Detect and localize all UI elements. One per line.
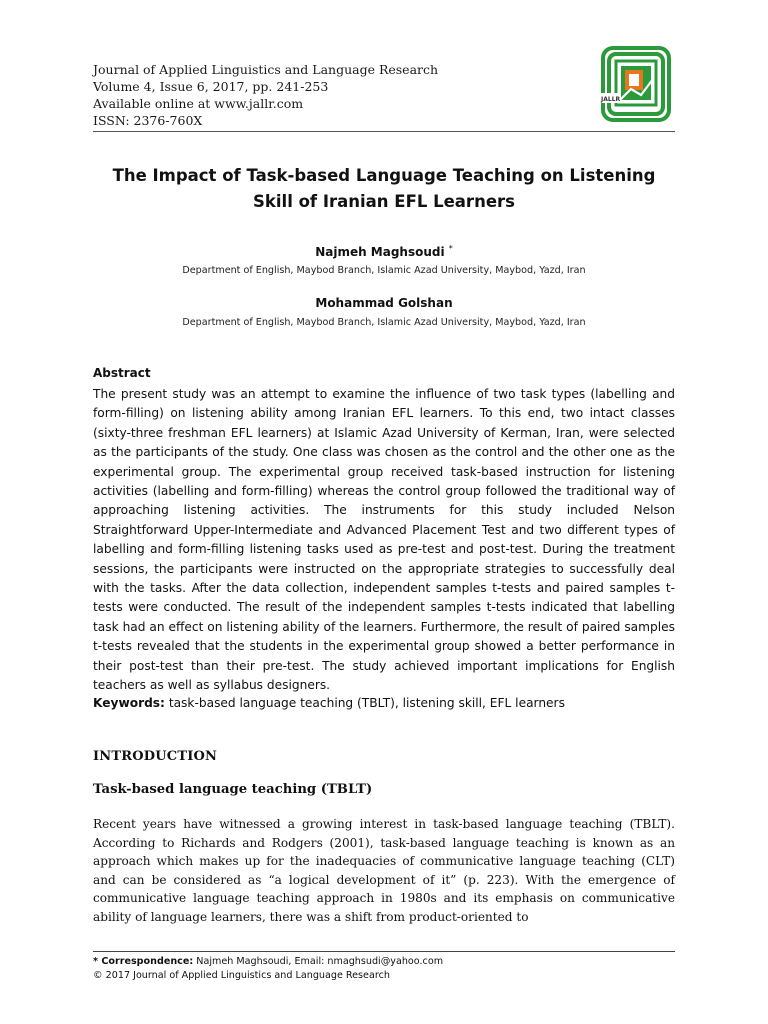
journal-info — [93, 61, 438, 129]
section-subheading: Task-based language teaching (TBLT) — [93, 782, 373, 797]
author-1-affiliation: Department of English, Maybod Branch, Islamic Azad University, Maybod, Yazd, Iran — [182, 265, 586, 276]
introduction-paragraph: Recent years have witnessed a growing interest in task-based language teaching (TBLT). According to Richards and Rodgers (2001), task-based language teaching is known as an approach which makes up for the inadequacies of communicative language teaching (CLT) and can be considered as “a logical development of it” (p. 223). With the emergence of communicative language teaching approach in 1980s and its emphasis on communicative ability of language learners, there was a shift from product-oriented to — [93, 817, 675, 924]
footnote — [93, 955, 443, 983]
journal-issn: ISSN: 2376-760X — [93, 113, 203, 128]
correspondence-label: * Correspondence: — [93, 956, 194, 967]
abstract-text: The present study was an attempt to examine the influence of two task types (labelling and form-filling) on listening ability among Iranian EFL learners. To this end, two intact classes (sixty-three freshman EFL learners) at Islamic Azad University of Kerman, Iran, were selected as the participants of the study. One class was chosen as the control and the other one as the experimental group. The experimental group received task-based instruction for listening activities (labelling and form-filling) whereas the control group followed the traditional way of approaching listening activities. The instruments for this study included Nelson Straightforward Upper-Intermediate and Advanced Placement Test and two different types of labelling and form-filling listening tasks used as pre-test and post-test. During the treatment sessions, the participants were instructed on the appropriate strategies to successfully deal with the tasks. After the data collection, independent samples t-tests and paired samples t-tests were conducted. The result of the independent samples t-tests indicated that labelling task had an effect on listening ability of the learners. Furthermore, the result of paired samples t-tests revealed that the students in the experimental group showed a better performance in their post-test than their pre-test. The study achieved important implications for English teachers as well as syllabus designers. — [93, 387, 675, 693]
abstract-heading: Abstract — [93, 366, 151, 380]
author-2 — [93, 296, 675, 310]
keywords-label: Keywords: — [93, 696, 165, 710]
footnote-divider — [93, 951, 675, 952]
author-1-mark: * — [448, 244, 453, 253]
introduction-heading: INTRODUCTION — [93, 749, 218, 764]
paper-title: The Impact of Task-based Language Teaching on Listening Skill of Iranian EFL Learners — [112, 166, 656, 211]
copyright-line: © 2017 Journal of Applied Linguistics and Language Research — [93, 970, 390, 981]
author-1-name: Najmeh Maghsoudi — [315, 245, 445, 259]
author-2-name: Mohammad Golshan — [315, 296, 453, 310]
correspondence-line — [93, 955, 443, 969]
journal-logo-icon — [597, 45, 675, 123]
journal-online: Available online at www.jallr.com — [93, 96, 304, 111]
author-2-affiliation: Department of English, Maybod Branch, Islamic Azad University, Maybod, Yazd, Iran — [182, 317, 586, 328]
keywords-line — [93, 696, 675, 710]
logo-text: JALLR — [601, 96, 621, 103]
correspondence-text: Najmeh Maghsoudi, Email: nmaghsudi@yahoo.com — [196, 956, 444, 967]
header-divider — [93, 131, 675, 132]
journal-name: Journal of Applied Linguistics and Language Research — [93, 62, 439, 77]
keywords-text: task-based language teaching (TBLT), listening skill, EFL learners — [168, 696, 565, 710]
author-1 — [93, 244, 675, 259]
journal-volume: Volume 4, Issue 6, 2017, pp. 241-253 — [93, 79, 329, 94]
